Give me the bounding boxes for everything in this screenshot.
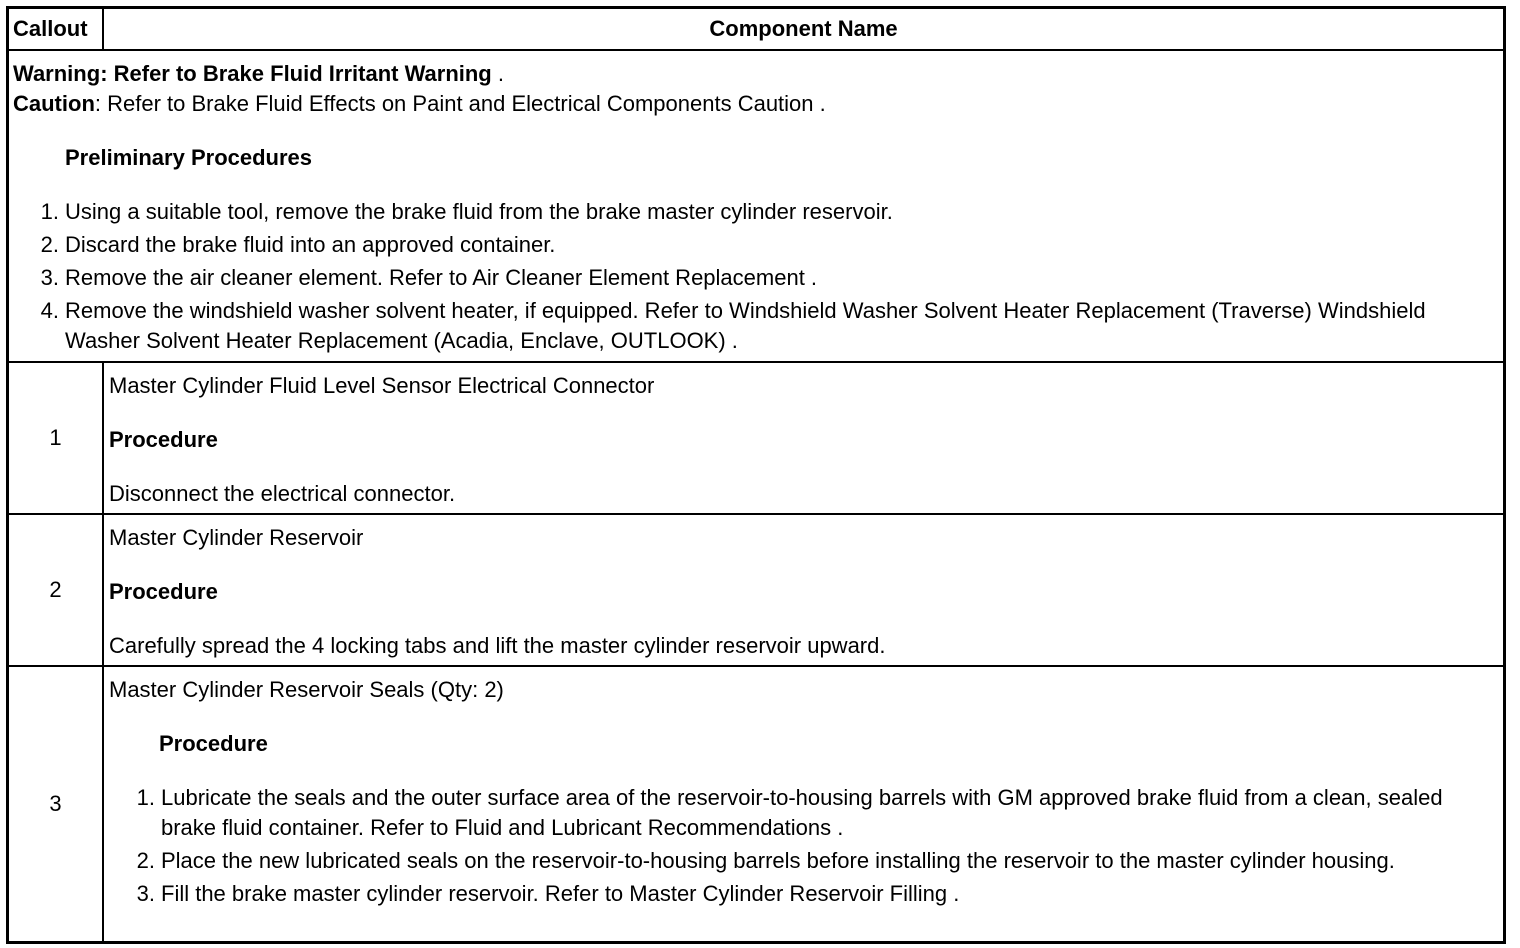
table-row xyxy=(9,361,1503,513)
list-item xyxy=(13,197,1499,227)
step-text: Fill the brake master cylinder reservoir. Refer to Master Cylinder Reservoir Filling . xyxy=(161,881,960,906)
step-number: 2. xyxy=(40,232,59,257)
table-header-row xyxy=(9,9,1503,49)
caution-label: Caution xyxy=(13,91,95,116)
preliminary-title: Preliminary Procedures xyxy=(65,145,313,170)
step-text: Remove the windshield washer solvent heater, if equipped. Refer to Windshield Washer Solvent Heater Replacement (Traverse) Windshield Washer Solvent Heater Replacement (Acadia, Enclave, OUTLOOK) . xyxy=(65,298,1426,353)
component-name: Master Cylinder Reservoir Seals (Qty: 2) xyxy=(109,677,504,702)
caution-text: : Refer to Brake Fluid Effects on Paint and Electrical Components Caution . xyxy=(94,91,826,116)
step-number: 4. xyxy=(40,298,59,323)
step-text: Discard the brake fluid into an approved container. xyxy=(65,232,556,257)
callout-number: 1 xyxy=(9,363,104,513)
step-number: 3. xyxy=(136,881,155,906)
step-number: 3. xyxy=(40,265,59,290)
step-text: Remove the air cleaner element. Refer to Air Cleaner Element Replacement . xyxy=(65,265,818,290)
warning-end: . xyxy=(491,61,504,86)
component-name: Master Cylinder Reservoir xyxy=(109,525,364,550)
list-item xyxy=(109,879,1498,909)
callout-number: 2 xyxy=(9,515,104,665)
list-item xyxy=(13,230,1499,260)
procedure-label: Procedure xyxy=(159,731,268,756)
procedure-label: Procedure xyxy=(109,579,218,604)
component-cell xyxy=(104,515,1503,665)
procedure-steps xyxy=(109,783,1498,909)
intro-row xyxy=(9,49,1503,361)
caution-line xyxy=(13,89,1499,119)
step-number: 1. xyxy=(40,199,59,224)
step-number: 1. xyxy=(136,785,155,810)
list-item xyxy=(13,263,1499,293)
table-row xyxy=(9,665,1503,941)
table-row xyxy=(9,513,1503,665)
step-text: Lubricate the seals and the outer surface area of the reservoir-to-housing barrels with GM approved brake fluid from a clean, sealed brake fluid container. Refer to Fluid and Lubricant Recommendations . xyxy=(161,785,1443,840)
procedure-text: Carefully spread the 4 locking tabs and lift the master cylinder reservoir upward. xyxy=(109,633,886,658)
list-item xyxy=(13,296,1499,356)
warning-label: Warning xyxy=(13,61,101,86)
intro-cell xyxy=(9,51,1503,361)
step-text: Using a suitable tool, remove the brake fluid from the brake master cylinder reservoir. xyxy=(65,199,893,224)
warning-text: : Refer to Brake Fluid Irritant Warning xyxy=(100,61,492,86)
callout-number: 3 xyxy=(9,667,104,941)
component-name: Master Cylinder Fluid Level Sensor Electrical Connector xyxy=(109,373,655,398)
procedure-text: Disconnect the electrical connector. xyxy=(109,481,456,506)
component-cell xyxy=(104,363,1503,513)
callout-header: Callout xyxy=(9,9,104,49)
procedure-label: Procedure xyxy=(109,427,218,452)
list-item xyxy=(109,783,1498,843)
warning-line xyxy=(13,59,1499,89)
list-item xyxy=(109,846,1498,876)
component-name-header: Component Name xyxy=(709,16,898,41)
preliminary-steps xyxy=(13,197,1499,356)
procedure-table xyxy=(6,6,1506,944)
step-text: Place the new lubricated seals on the reservoir-to-housing barrels before installing the reservoir to the master cylinder housing. xyxy=(161,848,1395,873)
step-number: 2. xyxy=(136,848,155,873)
component-cell xyxy=(104,667,1503,941)
